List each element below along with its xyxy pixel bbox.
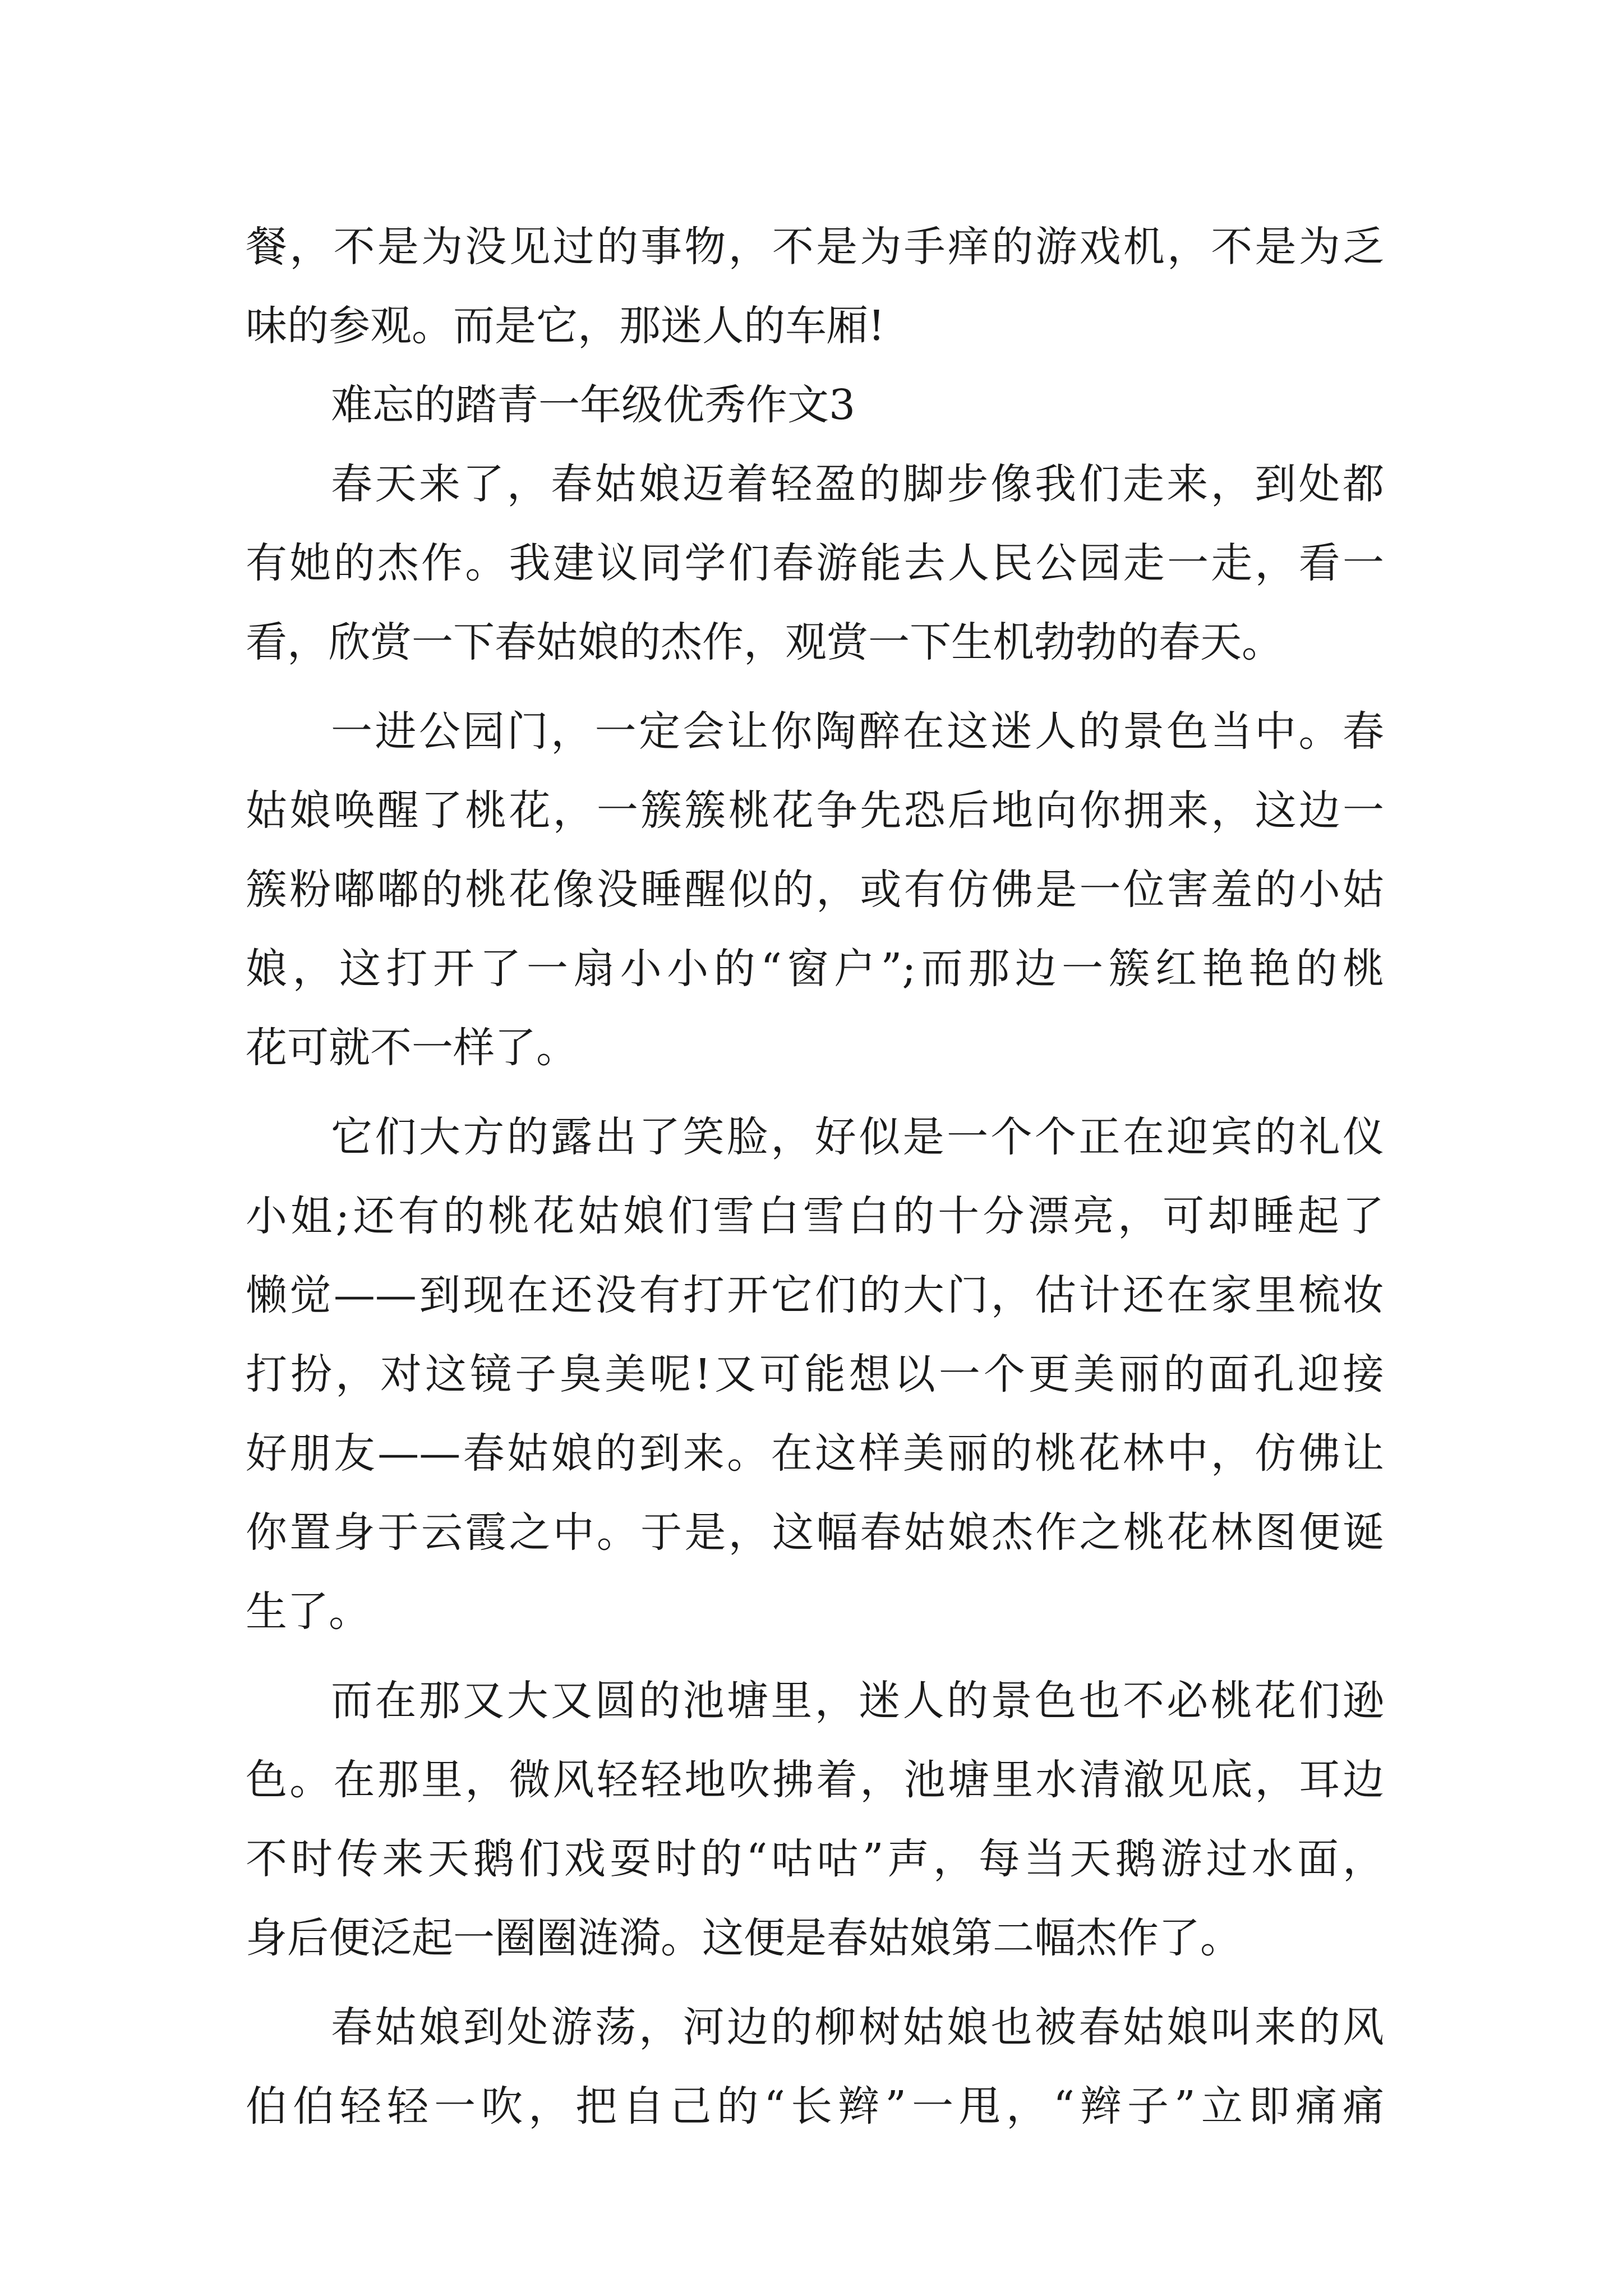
text-line: 味的参观。而是它，那迷人的车厢! [246,302,885,350]
essay-body [246,208,1384,2146]
paragraph-gap [246,1651,1384,1662]
text-line: 而在那又大又圆的池塘里，迷人的景色也不必桃花们逊 [331,1677,1384,1725]
text-line: 它们大方的露出了笑脸，好似是一个个正在迎宾的礼仪 [331,1113,1384,1161]
text-line: 你置身于云霞之中。于是，这幅春姑娘杰作之桃花林图便诞 [246,1508,1384,1557]
text-line: 色。在那里，微风轻轻地吹拂着，池塘里水清澈见底，耳边 [246,1756,1384,1804]
text-line: 春天来了，春姑娘迈着轻盈的脚步像我们走来，到处都 [331,460,1384,508]
text-line: 花可就不一样了。 [246,1024,578,1072]
text-line: 不时传来天鹅们戏耍时的“咕咕”声，每当天鹅游过水面， [246,1835,1384,1883]
text-line: 生了。 [246,1588,370,1636]
text-line: 姑娘唤醒了桃花，一簇簇桃花争先恐后地向你拥来，这边一 [246,786,1384,835]
paragraph [246,692,1384,1088]
text-line: 一进公园门，一定会让你陶醉在这迷人的景色当中。春 [331,707,1384,756]
paragraph [246,1098,1384,1651]
paragraph-gap [246,682,1384,692]
text-line: 好朋友——春姑娘的到来。在这样美丽的桃花林中，仿佛让 [246,1429,1384,1478]
text-line: 伯伯轻轻一吹，把自己的“长辫”一甩，“辫子”立即痛痛 [246,2082,1384,2131]
text-line: 身后便泛起一圈圈涟漪。这便是春姑娘第二幅杰作了。 [246,1914,1242,1962]
text-line: 春姑娘到处游荡，河边的柳树姑娘也被春姑娘叫来的风 [331,2003,1384,2051]
paragraph [246,1988,1384,2146]
text-line: 簇粉嘟嘟的桃花像没睡醒似的，或有仿佛是一位害羞的小姑 [246,866,1384,914]
text-line: 有她的杰作。我建议同学们春游能去人民公园走一走，看一 [246,539,1384,587]
paragraph [246,1662,1384,1978]
essay-heading [246,366,1384,445]
text-line: 看，欣赏一下春姑娘的杰作，观赏一下生机勃勃的春天。 [246,618,1283,666]
text-line: 打扮，对这镜子臭美呢!又可能想以一个更美丽的面孔迎接 [246,1350,1384,1398]
text-line: 餐，不是为没见过的事物，不是为手痒的游戏机，不是为乏 [246,223,1384,271]
paragraph [246,445,1384,682]
text-line: 小姐;还有的桃花姑娘们雪白雪白的十分漂亮，可却睡起了 [246,1192,1384,1240]
paragraph-gap [246,1978,1384,1988]
text-line: 难忘的踏青一年级优秀作文3 [331,381,856,429]
paragraph-gap [246,1088,1384,1098]
text-line: 娘，这打开了一扇小小的“窗户”;而那边一簇红艳艳的桃 [246,945,1384,993]
text-line: 懒觉——到现在还没有打开它们的大门，估计还在家里梳妆 [246,1271,1384,1319]
paragraph [246,208,1384,366]
